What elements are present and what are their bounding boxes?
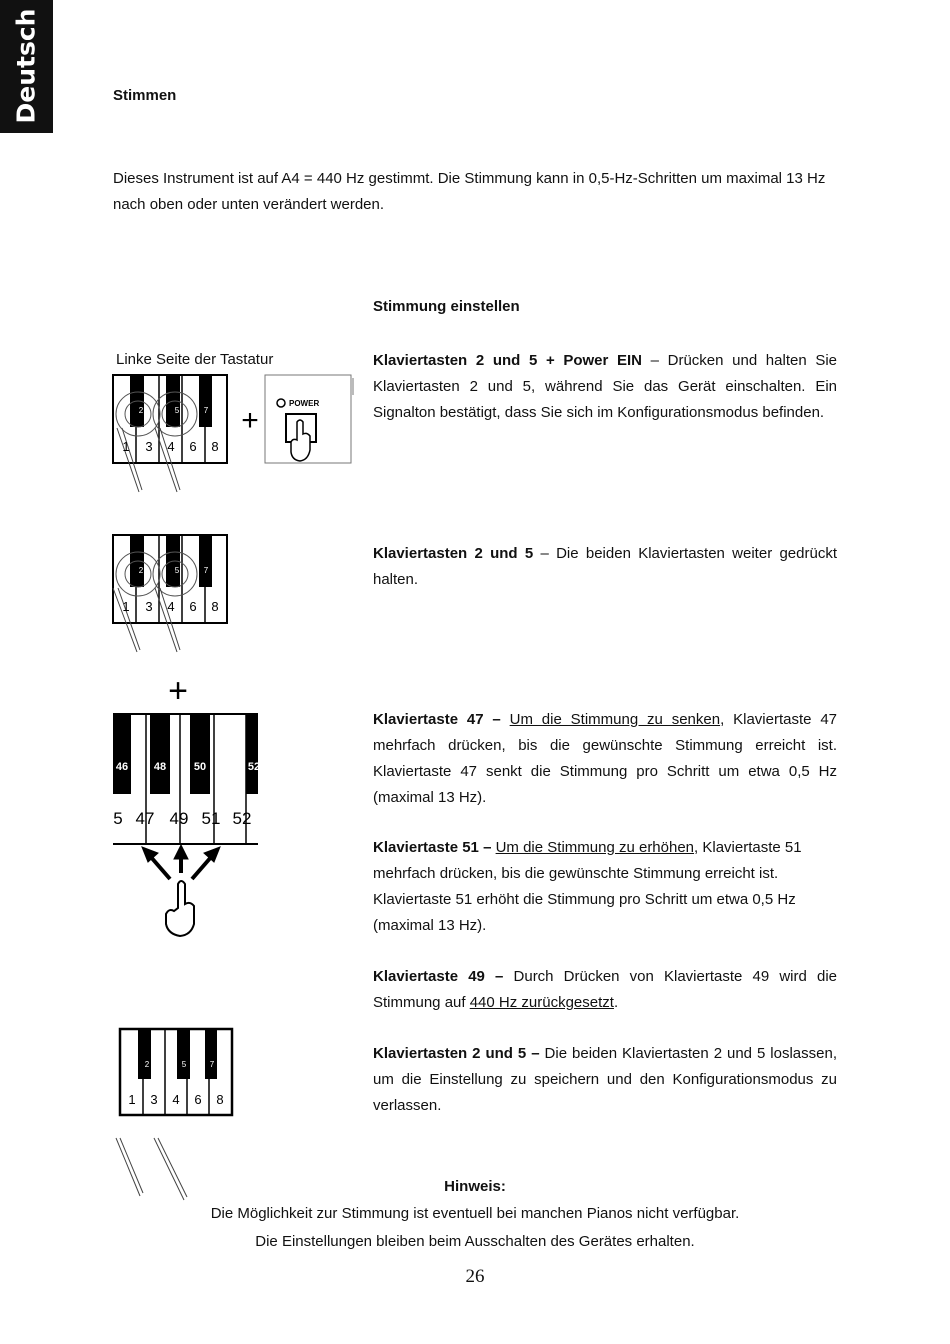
key-label: 8 <box>211 439 219 454</box>
step-raise-pitch <box>373 835 837 939</box>
dash: – <box>526 1045 545 1062</box>
dash: – <box>478 839 496 856</box>
section-title: Stimmen <box>113 87 177 104</box>
step-lower-pitch <box>373 707 837 811</box>
step-text: Durch Drücken von Klaviertaste 49 wird die Stimmung auf <box>373 968 837 1011</box>
step-text: Drücken und halten Sie Klaviertasten 2 und 5, während Sie das Gerät einschalten. Ein Signalton bestätigt, dass Sie sich im Konfigurationsmodus befinden. <box>373 352 837 421</box>
plus-sign: + <box>241 404 259 437</box>
key-label: 5 <box>174 406 180 415</box>
key-label: 4 <box>167 599 175 614</box>
key-label: 2 <box>138 406 144 415</box>
language-tab <box>0 0 53 133</box>
key-label: 47 <box>135 809 155 828</box>
power-button-icon <box>265 375 353 463</box>
key-label: 5 <box>174 566 180 575</box>
step-text: , Klaviertaste 47 mehrfach drücken, bis die gewünschte Stimmung erreicht ist. Klaviertaste 47 senkt die Stimmung pro Schritt um etwa 0,5 Hz (maximal 13 Hz). <box>373 711 838 806</box>
step-release-keys <box>373 1041 837 1119</box>
key-label: 6 <box>194 1092 202 1107</box>
key-label: 5 <box>113 809 123 828</box>
step-title: Klaviertaste 51 <box>373 839 479 856</box>
language-tab-label: Deutsch <box>11 8 41 124</box>
step-text: , Klaviertaste 51 mehrfach drücken, bis die gewünschte Stimmung erreicht ist. Klaviertaste 51 erhöht die Stimmung pro Schritt um etwa 0,5 Hz (maximal 13 Hz). <box>373 839 802 934</box>
step-text-tail: . <box>613 994 619 1011</box>
step-title: Klaviertasten 2 und 5 <box>373 1045 527 1062</box>
key-label: 1 <box>122 439 130 454</box>
keyboard-tuning-figure <box>108 670 263 940</box>
step-text: Die beiden Klaviertasten weiter gedrückt halten. <box>373 545 837 588</box>
subsection-title: Stimmung einstellen <box>373 298 520 315</box>
dash: – <box>484 968 514 985</box>
key-label: 51 <box>201 809 221 828</box>
keyboard-left-icon <box>113 375 227 492</box>
keyboard-hold-figure <box>105 530 235 655</box>
key-label: 7 <box>209 1060 215 1069</box>
key-label: 50 <box>193 761 207 773</box>
plus-sign: + <box>168 672 188 710</box>
step-underline: Um die Stimmung zu senken <box>509 711 721 728</box>
step-underline: 440 Hz zurückgesetzt <box>469 994 614 1011</box>
step-title: Klaviertasten 2 und 5 <box>373 545 534 562</box>
key-label: 8 <box>211 599 219 614</box>
step-title: Klaviertasten 2 und 5 + Power EIN <box>373 352 643 369</box>
arrows-icon <box>142 845 220 879</box>
step-text: Die beiden Klaviertasten 2 und 5 loslassen, um die Einstellung zu speichern und den Konfigurationsmodus zu verlassen. <box>373 1045 837 1114</box>
note-title: Hinweis: <box>444 1178 506 1195</box>
key-label: 48 <box>153 761 167 773</box>
key-label: 5 <box>181 1060 187 1069</box>
key-label: 6 <box>189 599 197 614</box>
key-label: 1 <box>128 1092 136 1107</box>
keyboard-caption: Linke Seite der Tastatur <box>116 351 274 368</box>
key-label: 3 <box>150 1092 158 1107</box>
step-power-on <box>373 348 837 426</box>
dash: – <box>642 352 668 369</box>
step-reset-pitch <box>373 964 837 1016</box>
step-title: Klaviertaste 47 <box>373 711 484 728</box>
key-label: 8 <box>216 1092 224 1107</box>
key-label: 6 <box>189 439 197 454</box>
pointing-finger-icon <box>166 881 194 936</box>
key-label: 3 <box>145 599 153 614</box>
page-number: 26 <box>465 1266 485 1287</box>
keyboard-power-figure <box>105 370 360 495</box>
dash: – <box>533 545 557 562</box>
key-label: 3 <box>145 439 153 454</box>
key-label: 52 <box>232 809 252 828</box>
step-hold-keys <box>373 541 837 593</box>
key-label: 7 <box>203 406 209 415</box>
key-label: 4 <box>172 1092 180 1107</box>
key-label: 46 <box>115 761 129 773</box>
power-label: POWER <box>289 399 320 408</box>
key-label: 1 <box>122 599 130 614</box>
note-line: Die Einstellungen bleiben beim Ausschalten des Gerätes erhalten. <box>255 1233 695 1250</box>
key-label: 49 <box>169 809 189 828</box>
note-line: Die Möglichkeit zur Stimmung ist eventuell bei manchen Pianos nicht verfügbar. <box>210 1205 740 1222</box>
dash: – <box>483 711 510 728</box>
key-label: 52 <box>247 761 261 773</box>
step-title: Klaviertaste 49 <box>373 968 485 985</box>
key-label: 2 <box>144 1060 150 1069</box>
key-label: 4 <box>167 439 175 454</box>
key-label: 7 <box>203 566 209 575</box>
step-underline: Um die Stimmung zu erhöhen <box>495 839 695 856</box>
intro-paragraph: Dieses Instrument ist auf A4 = 440 Hz gestimmt. Die Stimmung kann in 0,5-Hz-Schritten um maximal 13 Hz nach oben oder unten verändert werden. <box>113 170 826 213</box>
key-label: 2 <box>138 566 144 575</box>
